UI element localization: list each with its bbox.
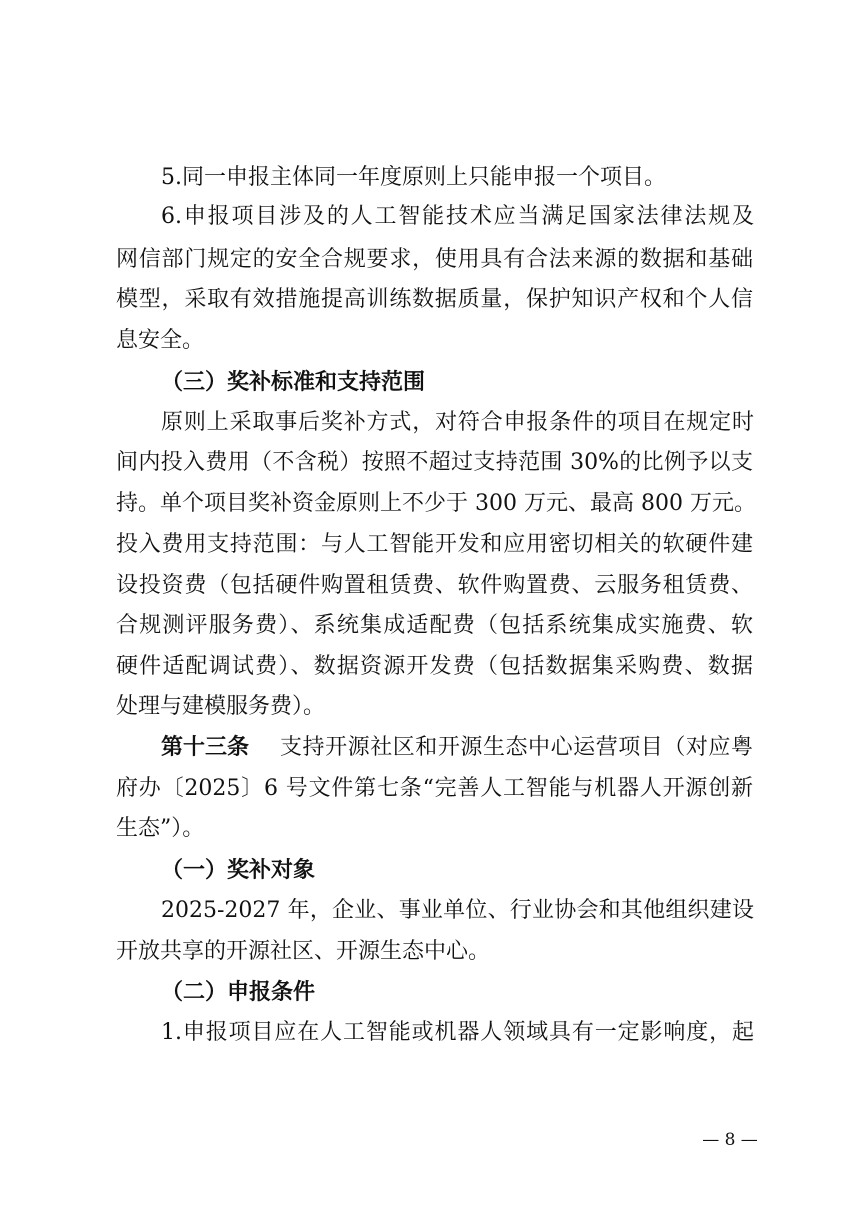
paragraph-text: 开放共享的开源社区、开源生态中心。	[116, 939, 491, 964]
paragraph-line	[0, 158, 860, 198]
paragraph-line	[0, 484, 860, 524]
paragraph-line	[0, 932, 860, 972]
paragraph-line	[0, 566, 860, 606]
paragraph-line	[0, 809, 860, 849]
page-number: — 8 —	[702, 1130, 758, 1150]
paragraph-line	[0, 443, 860, 483]
subheading-text: （二）申报条件	[161, 979, 316, 1005]
subheading-text: （一）奖补对象	[161, 857, 316, 883]
paragraph-line	[0, 525, 860, 565]
article-title: 支持开源社区和开源生态中心运营项目（对应粤	[280, 735, 753, 760]
paragraph-line	[0, 240, 860, 280]
paragraph-text: 6.申报项目涉及的人工智能技术应当满足国家法律法规及	[161, 204, 754, 229]
section-subheading	[0, 850, 860, 890]
paragraph-line	[0, 197, 860, 237]
paragraph-text: 持。单个项目奖补资金原则上不少于 300 万元、最高 800 万元。	[116, 491, 756, 516]
paragraph-line	[0, 769, 860, 809]
paragraph-text: 生态”）。	[116, 816, 205, 841]
paragraph-line	[0, 647, 860, 687]
section-subheading	[0, 362, 860, 402]
article-line	[0, 728, 860, 768]
paragraph-text: 2025-2027 年，企业、事业单位、行业协会和其他组织建设	[161, 898, 754, 923]
subheading-text: （三）奖补标准和支持范围	[161, 369, 426, 395]
article-heading: 第十三条	[161, 735, 250, 760]
paragraph-line	[0, 687, 860, 727]
paragraph-line	[0, 403, 860, 443]
paragraph-text: 5.同一申报主体同一年度原则上只能申报一个项目。	[161, 165, 666, 190]
paragraph-text: 合规测评服务费）、系统集成适配费（包括系统集成实施费、软	[116, 613, 753, 638]
paragraph-line	[0, 891, 860, 931]
paragraph-line	[0, 1013, 860, 1053]
section-subheading	[0, 972, 860, 1012]
paragraph-text: 间内投入费用（不含税）按照不超过支持范围 30%的比例予以支	[116, 450, 753, 475]
paragraph-text: 府办〔2025〕6 号文件第七条“完善人工智能与机器人开源创新	[116, 776, 753, 801]
paragraph-text: 息安全。	[116, 328, 205, 353]
paragraph-text: 硬件适配调试费）、数据资源开发费（包括数据集采购费、数据	[116, 654, 753, 679]
paragraph-text: 1.申报项目应在人工智能或机器人领域具有一定影响度，起	[161, 1020, 754, 1045]
paragraph-text: 处理与建模服务费）。	[116, 694, 326, 719]
paragraph-line	[0, 606, 860, 646]
paragraph-text: 设投资费（包括硬件购置租赁费、软件购置费、云服务租赁费、	[116, 573, 753, 598]
paragraph-text: 原则上采取事后奖补方式，对符合申报条件的项目在规定时	[161, 410, 754, 435]
paragraph-line	[0, 321, 860, 361]
paragraph-text: 投入费用支持范围：与人工智能开发和应用密切相关的软硬件建	[116, 532, 753, 557]
paragraph-text: 模型，采取有效措施提高训练数据质量，保护知识产权和个人信	[116, 287, 753, 312]
paragraph-text: 网信部门规定的安全合规要求，使用具有合法来源的数据和基础	[116, 247, 753, 272]
paragraph-line	[0, 280, 860, 320]
